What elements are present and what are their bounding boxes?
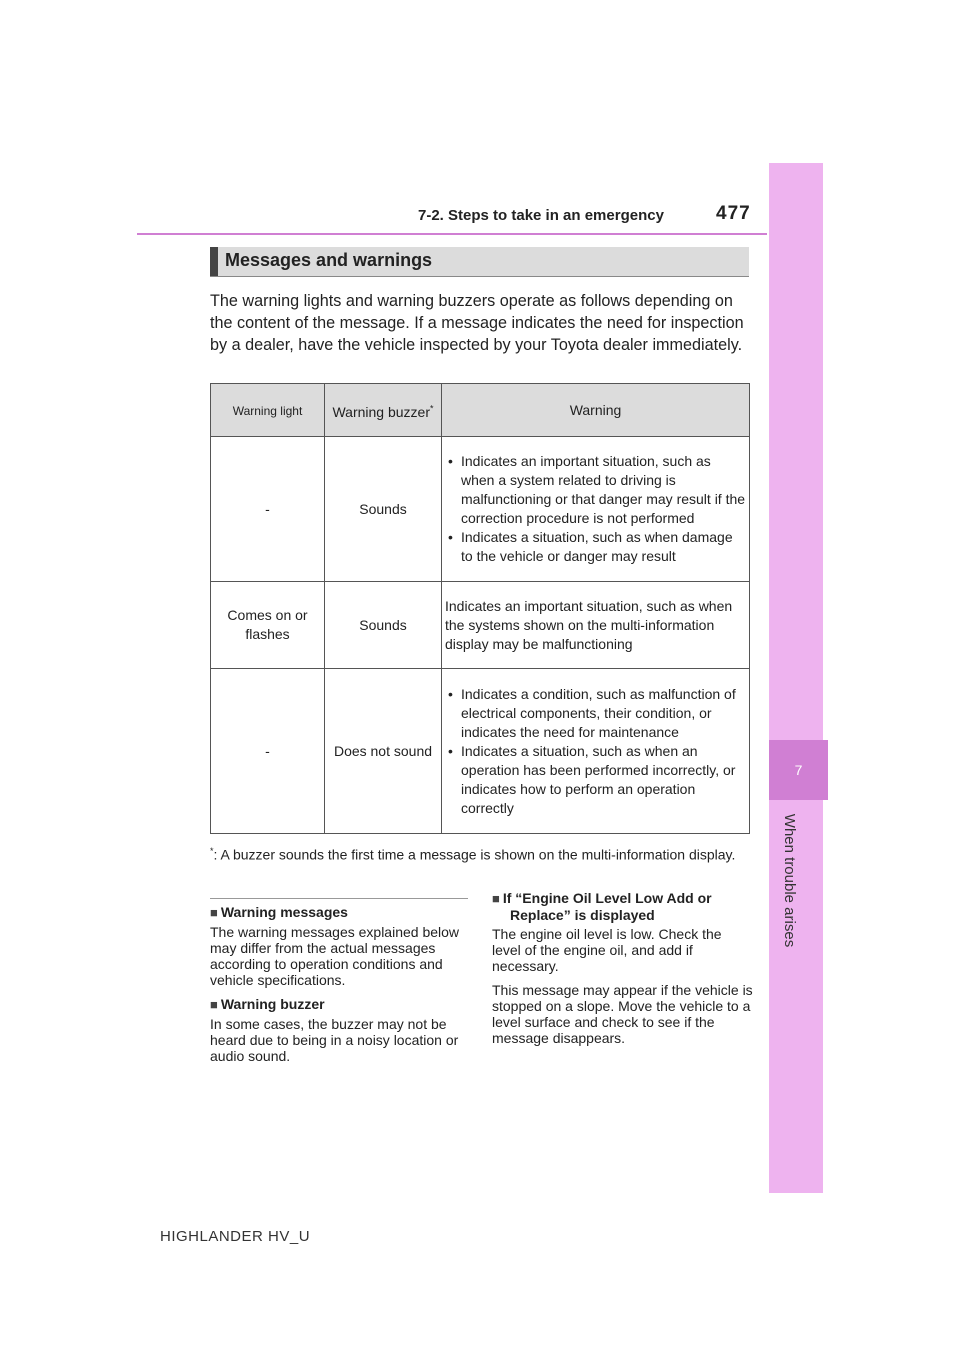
subheading-warning-buzzer: ■ Warning buzzer: [210, 996, 325, 1012]
chapter-title-label: When trouble arises: [781, 813, 799, 947]
list-item: • Indicates an important situation, such as when a system related to driving is malfunctioning or that danger may result if the correction procedure is not performed: [445, 452, 746, 528]
header-warning-buzzer: Warning buzzer*: [325, 384, 442, 437]
paragraph: This message may appear if the vehicle is stopped on a slope. Move the vehicle to a level surface and check to see if the message disappears.: [492, 982, 753, 1046]
column-divider: [210, 898, 468, 899]
heading-accent-bar: [210, 247, 218, 276]
table-row: [211, 669, 750, 834]
section-heading: [210, 247, 749, 277]
row2-light: Comes on or flashes: [211, 582, 325, 669]
header-divider: [137, 233, 767, 235]
right-column: [492, 890, 754, 1054]
section-heading-text: Messages and warnings: [225, 250, 433, 270]
table-header-row: [211, 384, 750, 437]
row3-light: -: [211, 669, 325, 834]
subheading-engine-oil: ■ If “Engine Oil Level Low Add or Replace” is displayed: [492, 890, 712, 923]
chapter-number-tab[interactable]: 7: [769, 740, 828, 800]
header-warning: Warning: [442, 384, 750, 437]
header-section-title: 7-2. Steps to take in an emergency: [418, 207, 664, 224]
table-row: [211, 437, 750, 582]
paragraph: The engine oil level is low. Check the level of the engine oil, and add if necessary.: [492, 926, 722, 974]
row2-warning: Indicates an important situation, such as when the systems shown on the multi-information display may be malfunctioning: [442, 582, 750, 669]
row1-buzzer: Sounds: [325, 437, 442, 582]
row3-buzzer: Does not sound: [325, 669, 442, 834]
paragraph: The warning messages explained below may differ from the actual messages according to operation conditions and vehicle specifications.: [210, 924, 460, 988]
row1-warning: [442, 437, 750, 582]
table-footnote: *: A buzzer sounds the first time a message is shown on the multi-information display.: [210, 846, 736, 863]
chapter-sidebar: [769, 163, 823, 1193]
row1-light: -: [211, 437, 325, 582]
list-item: • Indicates a condition, such as malfunction of electrical components, their condition, or indicates the need for maintenance: [445, 685, 746, 742]
footer-model-name: HIGHLANDER HV_U: [160, 1228, 311, 1245]
row2-buzzer: Sounds: [325, 582, 442, 669]
header-warning-light: Warning light: [211, 384, 325, 437]
paragraph: In some cases, the buzzer may not be heard due to being in a noisy location or audio sound.: [210, 1016, 459, 1064]
subheading-warning-messages: ■ Warning messages: [210, 904, 348, 920]
list-item: • Indicates a situation, such as when an operation has been performed incorrectly, or indicates how to perform an operation correctly: [445, 742, 746, 818]
intro-paragraph: The warning lights and warning buzzers operate as follows depending on the content of the message. If a message indicates the need for inspection by a dealer, have the vehicle inspected by your Toyota dealer immediately.: [210, 292, 744, 354]
warnings-table: [210, 383, 750, 834]
table-row: [211, 582, 750, 669]
list-item: • Indicates a situation, such as when damage to the vehicle or danger may result: [445, 528, 746, 566]
chapter-title: [770, 780, 810, 980]
left-column: [210, 904, 470, 1072]
row3-warning: [442, 669, 750, 834]
page-number: 477: [716, 203, 751, 224]
